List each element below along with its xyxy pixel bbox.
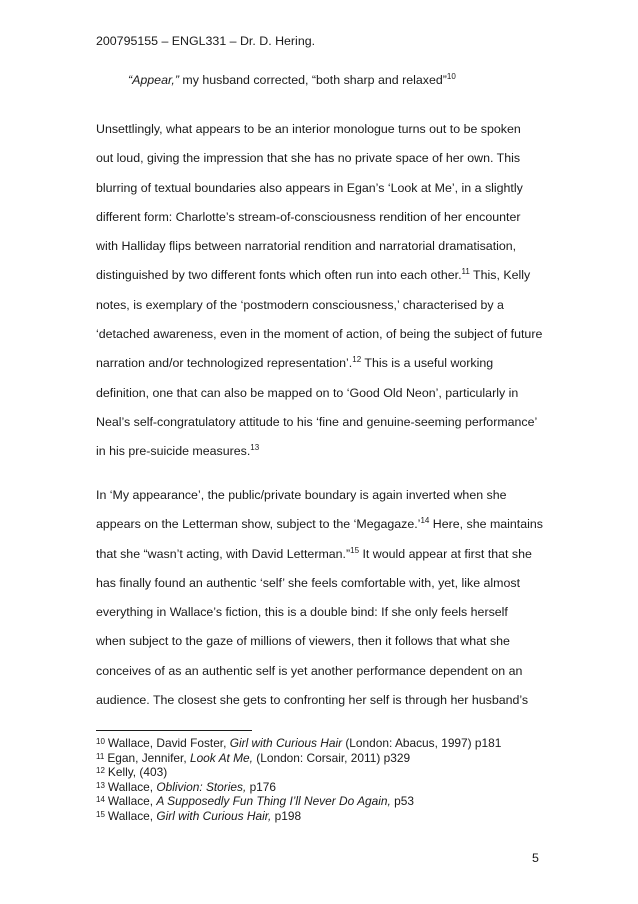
text-line [96, 349, 546, 378]
paragraph-1 [96, 115, 546, 467]
page-header: 200795155 – ENGL331 – Dr. D. Hering. [96, 34, 316, 48]
text-segment: Here, she maintains [429, 517, 543, 532]
footnote-ref: 12 [352, 355, 362, 365]
footnote [96, 793, 501, 808]
footnote [96, 808, 501, 823]
text-segment: that she “wasn’t acting, with David Letterman.” [96, 546, 351, 561]
text-line: everything in Wallace’s fiction, this is a double bind: If she only feels herself [96, 605, 508, 620]
text-line: Neal’s self-congratulatory attitude to his ‘fine and genuine-seeming performance’ [96, 414, 538, 429]
footnote [96, 750, 501, 765]
footnote-number: 11 [96, 751, 105, 761]
text-line [96, 540, 546, 569]
text-segment: in his pre-suicide measures. [96, 444, 251, 459]
text-segment: appears on the Letterman show, subject to the ‘Megagaze.’ [96, 517, 421, 532]
quote-text: my husband corrected, “both sharp and relaxed” [178, 73, 447, 87]
text-line: conceives of as an authentic self is yet another performance dependent on an [96, 663, 523, 678]
footnote [96, 735, 501, 750]
text-line: In ‘My appearance’, the public/private boundary is again inverted when she [96, 488, 507, 502]
footnote-text: (London: Corsair, 2011) p329 [252, 750, 411, 765]
text-line: Unsettlingly, what appears to be an interior monologue turns out to be spoken [96, 122, 521, 136]
text-segment: distinguished by two different fonts which often run into each other. [96, 268, 462, 283]
footnotes [96, 735, 501, 823]
footnote-number: 15 [96, 809, 105, 819]
text-line: when subject to the gaze of millions of viewers, then it follows that what she [96, 634, 510, 649]
footnote-text: Wallace, David Foster, [107, 736, 230, 750]
footnote-text: p176 [246, 779, 277, 794]
text-line [96, 261, 546, 290]
footnote-title: A Supposedly Fun Thing I’ll Never Do Again, [156, 794, 391, 809]
text-line: blurring of textual boundaries also appears in Egan’s ‘Look at Me’, in a slightly [96, 180, 523, 195]
footnote-text: (London: Abacus, 1997) p181 [342, 736, 502, 750]
text-line: audience. The closest she gets to confronting her self is through her husband’s [96, 693, 529, 708]
footnote-text: p53 [390, 794, 414, 809]
footnote [96, 764, 501, 779]
text-line: different form: Charlotte’s stream-of-consciousness rendition of her encounter [96, 209, 521, 224]
footnote-title: Oblivion: Stories, [156, 779, 247, 794]
footnote-title: Girl with Curious Hair, [156, 808, 272, 823]
text-segment: narration and/or technologized representation’. [96, 356, 353, 371]
text-line: with Halliday flips between narratorial rendition and narratorial dramatisation, [96, 239, 517, 254]
footnote-separator [96, 730, 252, 731]
text-line: has finally found an authentic ‘self’ she feels comfortable with, yet, like almost [96, 575, 521, 590]
text-line: definition, one that can also be mapped on to ‘Good Old Neon’, particularly in [96, 385, 519, 400]
footnote-text: Wallace, [107, 779, 157, 794]
footnote-text: Wallace, [107, 808, 157, 823]
footnote-text: Wallace, [107, 794, 157, 809]
footnote-ref: 15 [350, 545, 360, 555]
text-segment: This is a useful working [361, 356, 494, 371]
footnote-ref: 10 [446, 72, 456, 81]
quote-italic: “Appear,” [128, 73, 179, 87]
footnote-text: Kelly, (403) [107, 765, 168, 780]
footnote-number: 12 [96, 766, 105, 776]
text-segment: It would appear at first that she [359, 546, 532, 561]
footnote-title: Look At Me, [189, 750, 253, 765]
footnote-ref: 14 [420, 516, 430, 526]
text-line [96, 510, 546, 539]
text-segment: This, Kelly [469, 268, 531, 283]
page-number: 5 [532, 851, 539, 865]
paragraph-2 [96, 481, 546, 715]
footnote-number: 13 [96, 780, 105, 790]
footnote-ref: 13 [250, 443, 260, 453]
footnote-number: 14 [96, 795, 105, 805]
footnote-text: Egan, Jennifer, [107, 750, 190, 765]
text-line: ‘detached awareness, even in the moment of action, of being the subject of future [96, 327, 543, 342]
footnote-title: Girl with Curious Hair [229, 736, 343, 750]
footnote-text: p198 [271, 808, 302, 823]
block-quote [128, 73, 456, 87]
footnote-ref: 11 [461, 267, 470, 277]
footnote-number: 10 [96, 737, 105, 746]
text-line: out loud, giving the impression that she has no private space of her own. This [96, 151, 521, 166]
text-line [96, 437, 546, 466]
text-line: notes, is exemplary of the ‘postmodern consciousness,’ characterised by a [96, 297, 504, 312]
footnote [96, 779, 501, 794]
